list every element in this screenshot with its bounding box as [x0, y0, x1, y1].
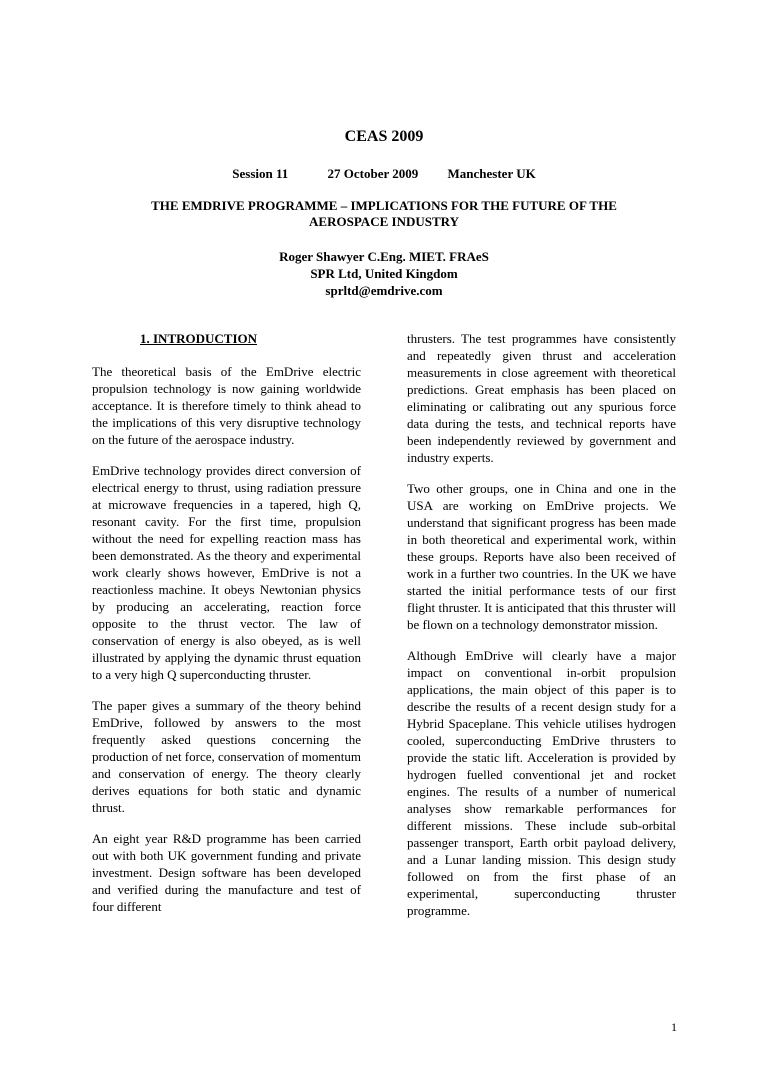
author-name: Roger Shawyer C.Eng. MIET. FRAeS [279, 249, 489, 264]
session-number: Session 11 [232, 166, 289, 181]
author-block [0, 248, 768, 299]
author-email: sprltd@emdrive.com [325, 283, 443, 298]
paper-title: THE EMDRIVE PROGRAMME – IMPLICATIONS FOR THE FUTURE OF THE AEROSPACE INDUSTRY [151, 198, 617, 229]
page-number: 1 [671, 1020, 677, 1034]
session-line [0, 166, 768, 182]
paragraph: The theoretical basis of the EmDrive electric propulsion technology is now gaining worldwide acceptance. It is therefore timely to think ahead to the implications of this very disruptive technology on the future of the aerospace industry. [92, 364, 361, 447]
paragraph: Two other groups, one in China and one in the USA are working on EmDrive projects. We understand that significant progress has been made in both theoretical and experimental work, within these groups. Reports have also been received of work in a further two countries. In the UK we have started the initial performance tests of our first flight thruster. It is anticipated that this thruster will be flown on a technology demonstrator mission. [407, 481, 676, 632]
paragraph: An eight year R&D programme has been carried out with both UK government funding and private investment. Design software has been developed and verified during the manufacture and test of four different [92, 831, 361, 914]
paragraph: Although EmDrive will clearly have a major impact on conventional in-orbit propulsion applications, the main object of this paper is to describe the results of a recent design study for a Hybrid Spaceplane. This vehicle utilises hydrogen cooled, superconducting EmDrive thrusters to provide the static lift. Acceleration is provided by hydrogen fuelled conventional jet and rocket engines. The results of a number of numerical analyses show remarkable performances for different missions. These include sub-orbital passenger transport, Earth orbit payload delivery, and a Lunar landing mission. This design study followed on from the first phase of an experimental, superconducting thruster programme. [407, 648, 676, 918]
paragraph: thrusters. The test programmes have consistently and repeatedly given thrust and acceleration measurements in close agreement with theoretical predictions. Great emphasis has been placed on eliminating or calibrating out any spurious force data during the tests, and technical reports have been independently reviewed by government and industry experts. [407, 331, 676, 465]
right-column [407, 330, 676, 933]
section-heading: 1. INTRODUCTION [140, 331, 258, 346]
paragraph: EmDrive technology provides direct conversion of electrical energy to thrust, using radiation pressure at microwave frequencies in a tapered, high Q, resonant cavity. For the first time, propulsion without the need for expelling reaction mass has been demonstrated. As the theory and experimental work clearly shows however, EmDrive is not a reactionless machine. It obeys Newtonian physics by producing an accelerating, reaction force opposite to the thrust vector. The law of conservation of energy is also obeyed, as is well illustrated by applying the dynamic thrust equation to a very high Q superconducting thruster. [92, 463, 361, 682]
author-affiliation: SPR Ltd, United Kingdom [310, 266, 458, 281]
conference-title: CEAS 2009 [344, 128, 424, 145]
session-location: Manchester UK [447, 166, 536, 181]
session-date: 27 October 2009 [327, 166, 419, 181]
paragraph: The paper gives a summary of the theory behind EmDrive, followed by answers to the most frequently asked questions concerning the production of net force, conservation of momentum and conservation of energy. The theory clearly derives equations for both static and dynamic thrust. [92, 698, 361, 815]
left-column [92, 330, 361, 929]
